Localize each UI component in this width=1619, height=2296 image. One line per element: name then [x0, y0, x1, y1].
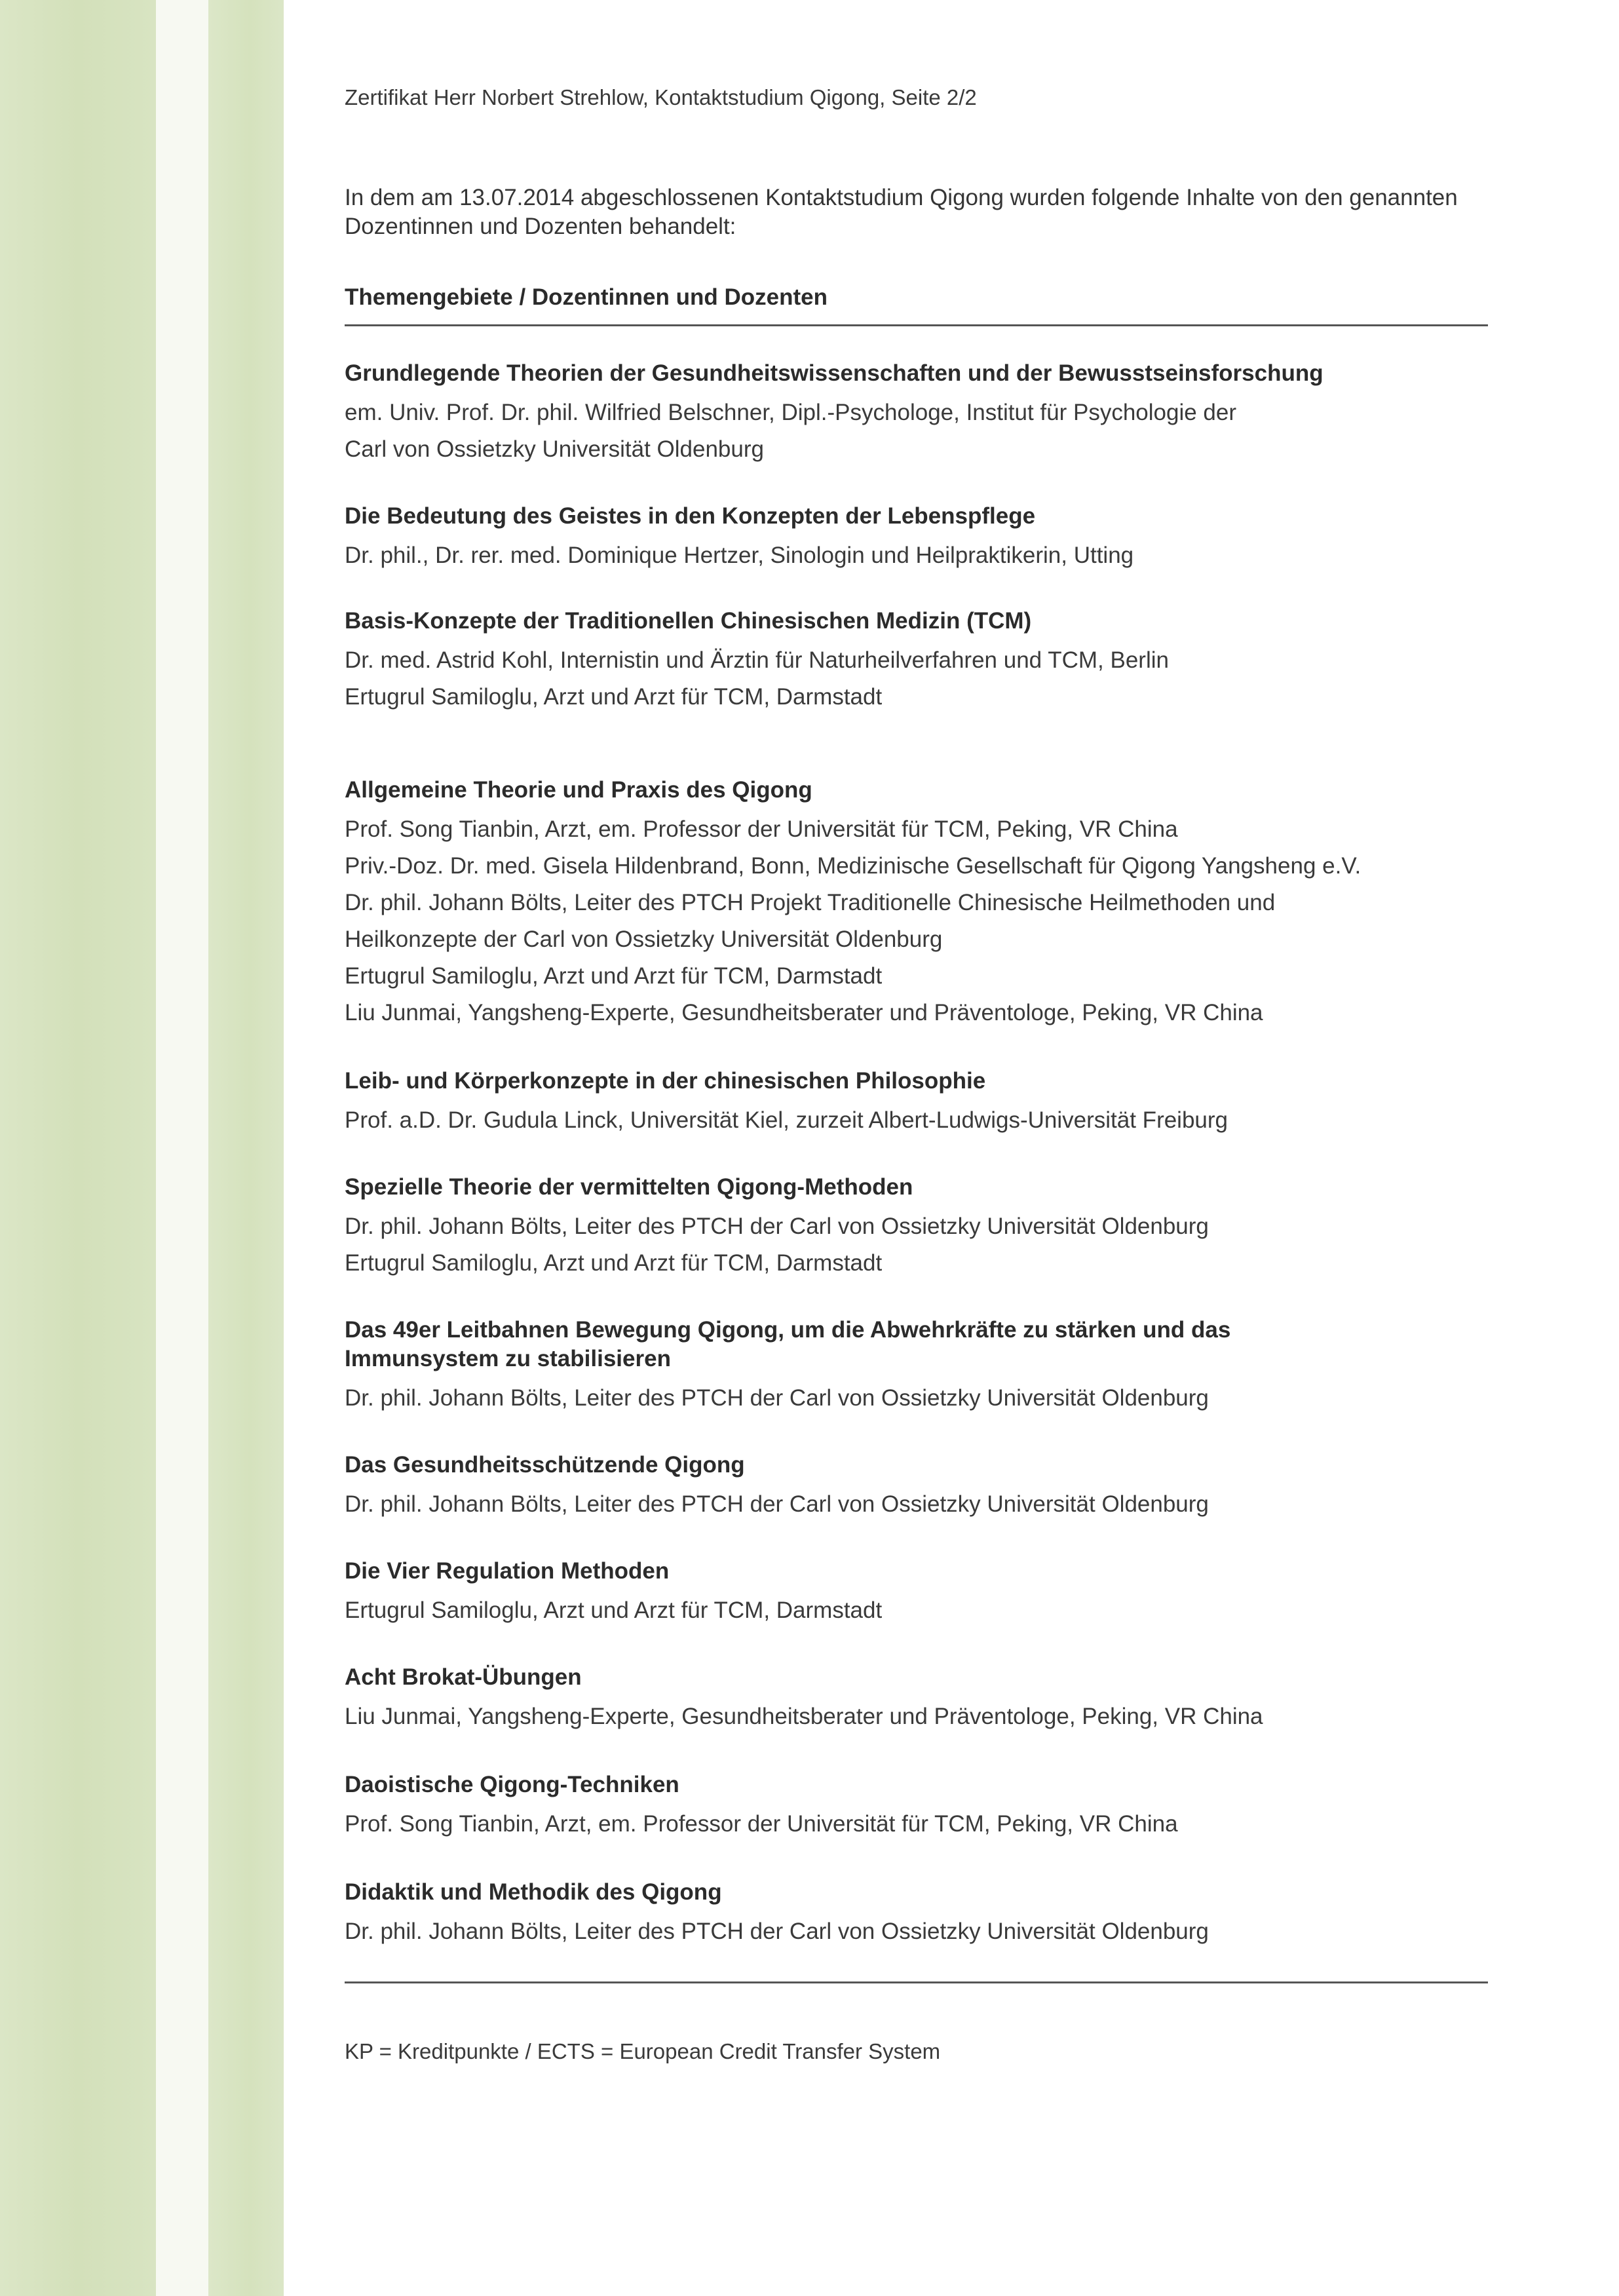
- topic-section: [345, 1878, 1498, 1950]
- lecturer-line: Priv.-Doz. Dr. med. Gisela Hildenbrand, Bonn, Medizinische Gesellschaft für Qigong Yangsheng e.V.: [345, 853, 1362, 879]
- topic-section: [345, 1663, 1498, 1735]
- intro-paragraph: In dem am 13.07.2014 abgeschlossenen Kontaktstudium Qigong wurden folgende Inhalte von den genannten Dozentinnen und Dozenten behandelt:: [345, 185, 1458, 239]
- topic-title: Grundlegende Theorien der Gesundheitswissenschaften und der Bewusstseinsforschung: [345, 360, 1324, 386]
- lecturer-line: Ertugrul Samiloglu, Arzt und Arzt für TCM, Darmstadt: [345, 1598, 883, 1623]
- lecturer-line: Dr. phil. Johann Bölts, Leiter des PTCH der Carl von Ossietzky Universität Oldenburg: [345, 1919, 1209, 1944]
- lecturer-line: Ertugrul Samiloglu, Arzt und Arzt für TCM, Darmstadt: [345, 684, 883, 710]
- lecturer-line: Dr. phil., Dr. rer. med. Dominique Hertzer, Sinologin und Heilpraktikerin, Utting: [345, 543, 1134, 568]
- lecturer-line: Dr. phil. Johann Bölts, Leiter des PTCH der Carl von Ossietzky Universität Oldenburg: [345, 1214, 1209, 1239]
- topic-title: Allgemeine Theorie und Praxis des Qigong: [345, 777, 812, 803]
- decorative-stripe-gap: [156, 0, 208, 2296]
- topic-title: Basis-Konzepte der Traditionellen Chinesischen Medizin (TCM): [345, 608, 1032, 634]
- topic-title: Das Gesundheitsschützende Qigong: [345, 1452, 745, 1478]
- topic-title: Didaktik und Methodik des Qigong: [345, 1879, 722, 1905]
- topic-title: Die Vier Regulation Methoden: [345, 1558, 670, 1584]
- topic-section: [345, 1451, 1498, 1523]
- lecturer-line: Prof. Song Tianbin, Arzt, em. Professor der Universität für TCM, Peking, VR China: [345, 1811, 1178, 1837]
- topic-title: Das 49er Leitbahnen Bewegung Qigong, um die Abwehrkräfte zu stärken und das Immunsystem zu stabilisieren: [345, 1317, 1231, 1371]
- topic-section: [345, 502, 1498, 574]
- decorative-stripe-left: [0, 0, 156, 2296]
- topic-section: [345, 607, 1498, 716]
- topic-section: [345, 1067, 1498, 1139]
- footnote: KP = Kreditpunkte / ECTS = European Credit Transfer System: [345, 2039, 941, 2063]
- divider-top: [345, 324, 1488, 326]
- topic-section: [345, 359, 1498, 468]
- topic-section: [345, 1557, 1498, 1629]
- topic-section: [345, 1770, 1498, 1843]
- topic-section: [345, 1316, 1498, 1417]
- decorative-stripe-right: [208, 0, 284, 2296]
- divider-bottom: [345, 1981, 1488, 1983]
- lecturer-line: Dr. phil. Johann Bölts, Leiter des PTCH Projekt Traditionelle Chinesische Heilmethoden und: [345, 890, 1276, 915]
- lecturer-line: Prof. Song Tianbin, Arzt, em. Professor der Universität für TCM, Peking, VR China: [345, 816, 1178, 842]
- topic-section: [345, 776, 1498, 1031]
- lecturer-line: Ertugrul Samiloglu, Arzt und Arzt für TCM, Darmstadt: [345, 1250, 883, 1276]
- lecturer-line: Ertugrul Samiloglu, Arzt und Arzt für TCM, Darmstadt: [345, 963, 883, 989]
- column-heading: Themengebiete / Dozentinnen und Dozenten: [345, 284, 828, 310]
- topic-title: Leib- und Körperkonzepte in der chinesischen Philosophie: [345, 1068, 986, 1094]
- lecturer-line: Liu Junmai, Yangsheng-Experte, Gesundheitsberater und Präventologe, Peking, VR China: [345, 1704, 1263, 1729]
- topic-section: [345, 1173, 1498, 1282]
- lecturer-line: Dr. med. Astrid Kohl, Internistin und Ärztin für Naturheilverfahren und TCM, Berlin: [345, 647, 1169, 673]
- lecturer-line: Liu Junmai, Yangsheng-Experte, Gesundheitsberater und Präventologe, Peking, VR China: [345, 1000, 1263, 1025]
- topic-title: Die Bedeutung des Geistes in den Konzepten der Lebenspflege: [345, 503, 1036, 529]
- lecturer-line: Dr. phil. Johann Bölts, Leiter des PTCH der Carl von Ossietzky Universität Oldenburg: [345, 1385, 1209, 1411]
- topic-title: Acht Brokat-Übungen: [345, 1664, 582, 1690]
- lecturer-line: Heilkonzepte der Carl von Ossietzky Universität Oldenburg: [345, 927, 943, 952]
- topic-title: Daoistische Qigong-Techniken: [345, 1772, 679, 1797]
- lecturer-line: Dr. phil. Johann Bölts, Leiter des PTCH der Carl von Ossietzky Universität Oldenburg: [345, 1491, 1209, 1517]
- lecturer-line: em. Univ. Prof. Dr. phil. Wilfried Belschner, Dipl.-Psychologe, Institut für Psychologie der: [345, 400, 1237, 425]
- page-header: Zertifikat Herr Norbert Strehlow, Kontaktstudium Qigong, Seite 2/2: [345, 85, 977, 109]
- lecturer-line: Carl von Ossietzky Universität Oldenburg: [345, 436, 764, 462]
- lecturer-line: Prof. a.D. Dr. Gudula Linck, Universität Kiel, zurzeit Albert-Ludwigs-Universität Freiburg: [345, 1107, 1229, 1133]
- topic-title: Spezielle Theorie der vermittelten Qigong-Methoden: [345, 1174, 913, 1200]
